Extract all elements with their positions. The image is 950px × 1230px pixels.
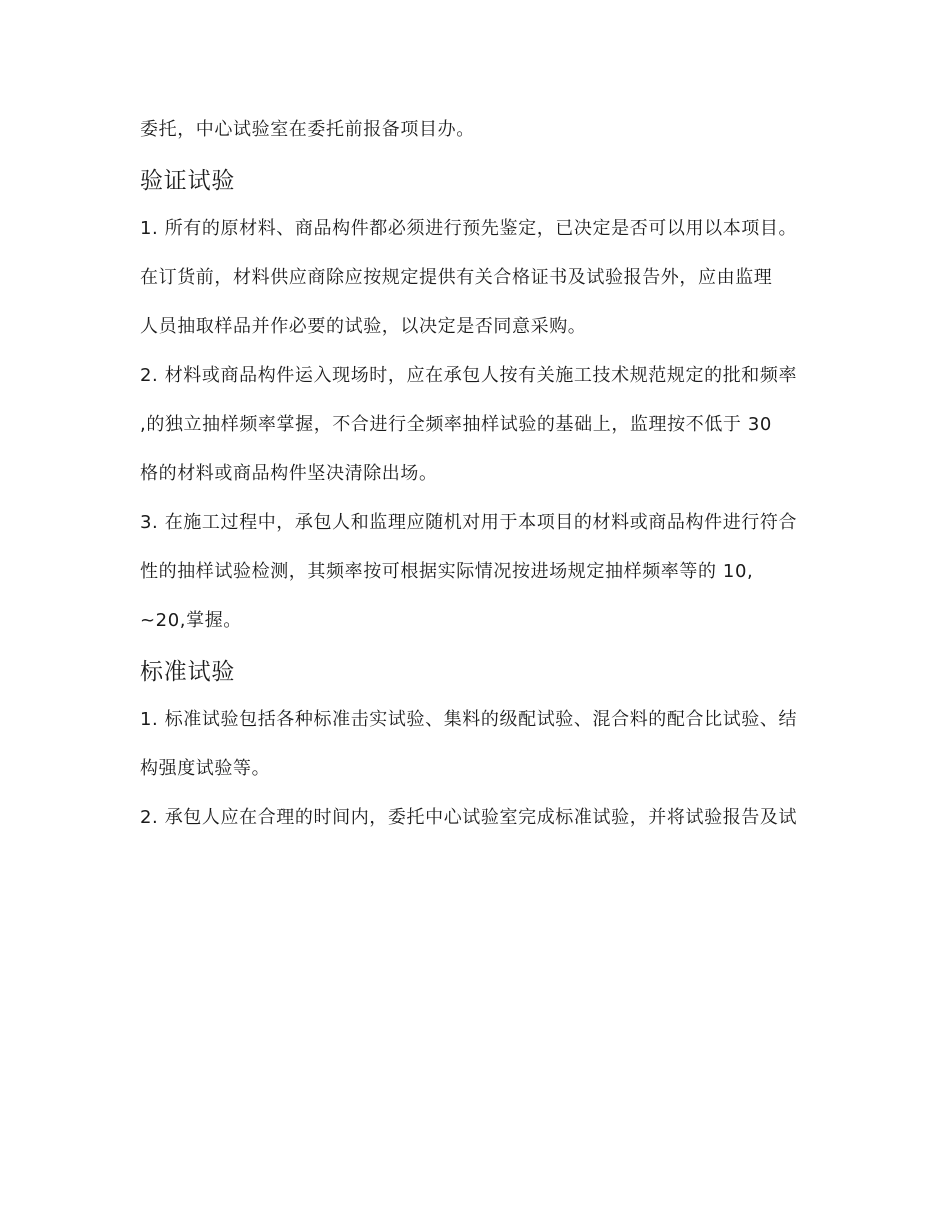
- heading-standard-test: 标准试验: [140, 659, 236, 685]
- paragraph-frequency-range: ~20,掌握。: [140, 610, 242, 631]
- paragraph-sampling-by-supervisor: 人员抽取样品并作必要的试验，以决定是否同意采购。: [140, 316, 587, 337]
- paragraph-conformity-sampling: 性的抽样试验检测，其频率按可根据实际情况按进场规定抽样频率等的 10,: [140, 561, 754, 582]
- paragraph-removal-from-site: 格的材料或商品构件坚决清除出场。: [140, 463, 438, 484]
- paragraph-before-ordering: 在订货前，材料供应商除应按规定提供有关合格证书及试验报告外，应由监理: [140, 267, 773, 288]
- paragraph-verification-item-1: 1. 所有的原材料、商品构件都必须进行预先鉴定，已决定是否可以用以本项目。: [140, 218, 798, 239]
- paragraph-independent-sampling: ,的独立抽样频率掌握，不合进行全频率抽样试验的基础上，监理按不低于 30: [140, 414, 772, 435]
- paragraph-standard-item-2: 2. 承包人应在合理的时间内，委托中心试验室完成标准试验，并将试验报告及试: [140, 807, 798, 828]
- paragraph-structure-strength: 构强度试验等。: [140, 758, 271, 779]
- paragraph-entrust-note: 委托，中心试验室在委托前报备项目办。: [140, 119, 475, 140]
- paragraph-verification-item-3: 3. 在施工过程中，承包人和监理应随机对用于本项目的材料或商品构件进行符合: [140, 512, 798, 533]
- paragraph-standard-item-1: 1. 标准试验包括各种标准击实试验、集料的级配试验、混合料的配合比试验、结: [140, 709, 798, 730]
- paragraph-verification-item-2: 2. 材料或商品构件运入现场时，应在承包人按有关施工技术规范规定的批和频率: [140, 365, 798, 386]
- heading-verification-test: 验证试验: [140, 168, 236, 194]
- document-body: [140, 114, 812, 851]
